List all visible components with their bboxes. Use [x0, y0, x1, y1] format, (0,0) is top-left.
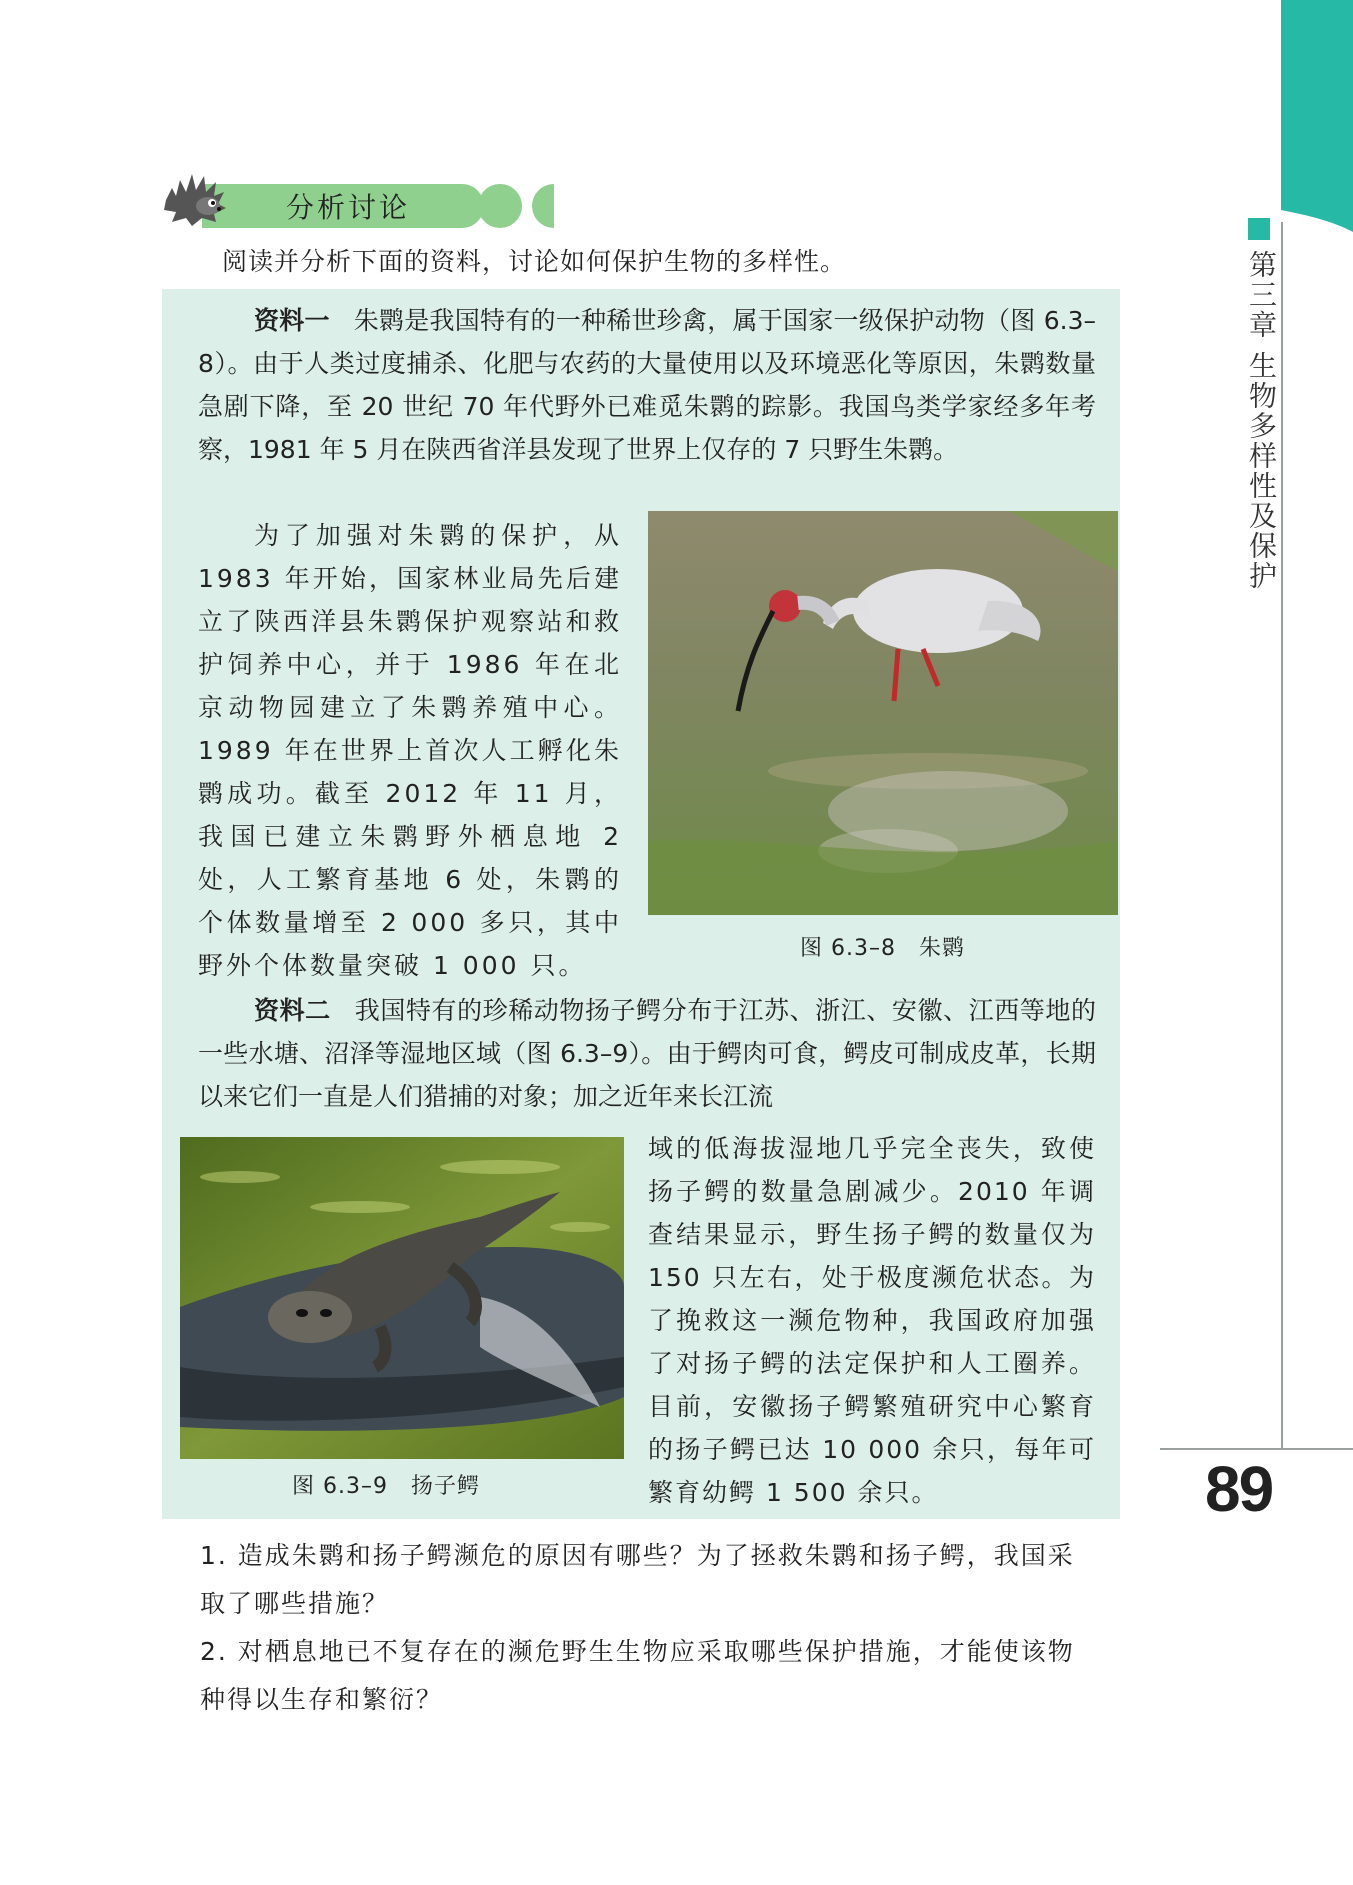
- ibis-caption: 图 6.3–8 朱鹮: [800, 936, 965, 961]
- question-1: 1. 造成朱鹮和扬子鳄濒危的原因有哪些？为了拯救朱鹮和扬子鳄，我国采取了哪些措施？: [200, 1541, 1075, 1618]
- material1-lead: 资料一: [254, 306, 330, 335]
- ibis-photo: [648, 511, 1118, 915]
- material1-para2: 为了加强对朱鹮的保护，从 1983 年开始，国家林业局先后建立了陕西洋县朱鹮保护观察站和救护饲养中心，并于 1986 年在北京动物园建立了朱鹮养殖中心。1989 年在世界上首次人工孵化朱鹮成功。截至 2012 年 11 月，我国已建立朱鹮野外栖息地 2 处，人工繁育基地 6 处，朱鹮的个体数量增至 2 000 多只，其中野外个体数量突破 1 000 只。: [198, 521, 622, 980]
- material2-lead: 资料二: [254, 996, 331, 1025]
- material2-para2: 域的低海拔湿地几乎完全丧失，致使扬子鳄的数量急剧减少。2010 年调查结果显示，野生扬子鳄的数量仅为 150 只左右，处于极度濒危状态。为了挽救这一濒危物种，我国政府加强了对扬子鳄的法定保护和人工圈养。目前，安徽扬子鳄繁殖研究中心繁育的扬子鳄已达 10 000 余只，每年可繁育幼鳄 1 500 余只。: [648, 1134, 1096, 1507]
- material2-text: 我国特有的珍稀动物扬子鳄分布于江苏、浙江、安徽、江西等地的一些水塘、沼泽等湿地区域（图 6.3–9）。由于鳄肉可食，鳄皮可制成皮革，长期以来它们一直是人们猎捕的对象；加之近年来长江流: [198, 996, 1096, 1111]
- material1-text: 朱鹮是我国特有的一种稀世珍禽，属于国家一级保护动物（图 6.3–8）。由于人类过度捕杀、化肥与农药的大量使用以及环境恶化等原因，朱鹮数量急剧下降，至 20 世纪 70 年代野外已难觅朱鹮的踪影。我国鸟类学家经多年考察，1981 年 5 月在陕西省洋县发现了世界上仅存的 7 只野生朱鹮。: [198, 306, 1096, 464]
- material-panel: [162, 289, 1120, 1519]
- section-header: [162, 162, 562, 232]
- green-circle-icon: [478, 184, 522, 228]
- question-2: 2. 对栖息地已不复存在的濒危野生生物应采取哪些保护措施，才能使该物种得以生存和繁衍？: [200, 1637, 1075, 1714]
- intro-text: 阅读并分析下面的资料，讨论如何保护生物的多样性。: [222, 247, 847, 276]
- chapter-sidebar: [1245, 218, 1278, 591]
- page-number: 89: [1205, 1453, 1273, 1525]
- material1-para1: [198, 299, 1096, 471]
- corner-tab: [1281, 0, 1353, 232]
- chapter-marker: [1248, 218, 1270, 240]
- section-title: 分析讨论: [286, 191, 411, 224]
- alligator-caption: 图 6.3–9 扬子鳄: [292, 1474, 480, 1499]
- alligator-photo: [180, 1137, 624, 1459]
- chapter-title: 第三章 生物多样性及保护: [1245, 250, 1278, 591]
- material2-para1: [198, 989, 1096, 1118]
- page-rule: [1160, 1448, 1353, 1450]
- side-rule: [1281, 222, 1283, 1450]
